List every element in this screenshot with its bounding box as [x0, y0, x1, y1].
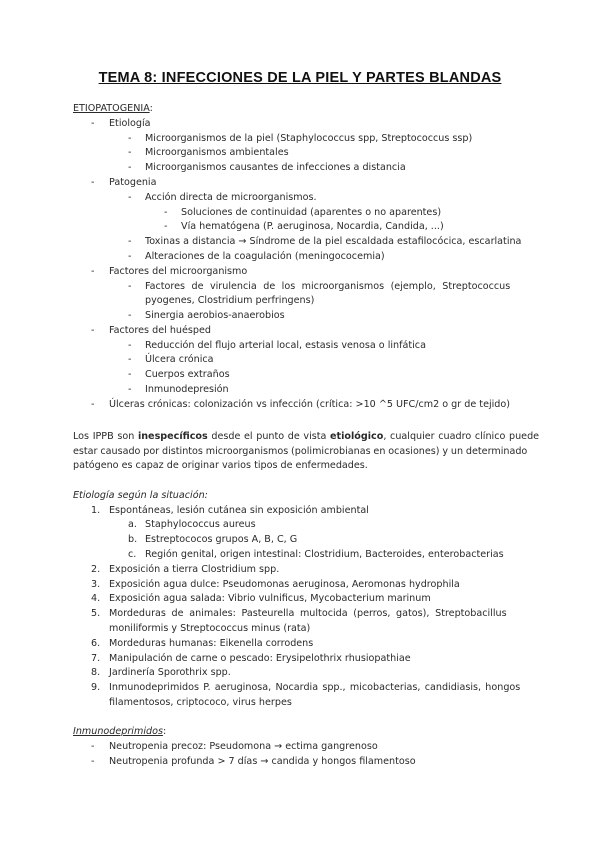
list-item: Soluciones de continuidad (aparentes o no aparentes): [181, 207, 442, 218]
list-item: Estreptococos grupos A, B, C, G: [145, 534, 298, 545]
inmunodeprimidos-heading-text: Inmunodeprimidos: [73, 726, 163, 737]
list-item: Staphylococcus aureus: [145, 519, 256, 530]
list-item: Microorganismos ambientales: [145, 147, 289, 158]
bullet-dash: -: [91, 177, 95, 188]
list-item: Mordeduras de animales: Pasteurella multocida (perros, gatos), Streptobacillus: [109, 608, 507, 619]
bullet-dash: -: [128, 354, 132, 365]
section-heading-inmunodeprimidos: [73, 725, 166, 738]
bullet-dash: -: [128, 281, 132, 292]
list-item: Exposición agua salada: Vibrio vulnificus, Mycobacterium marinum: [109, 593, 431, 604]
list-item-continuation: moniliformis y Streptococcus minus (rata): [109, 623, 311, 634]
page-title: TEMA 8: INFECCIONES DE LA PIEL Y PARTES BLANDAS: [98, 70, 502, 86]
list-item: Manipulación de carne o pescado: Erysipelothrix rhusiopathiae: [109, 653, 411, 664]
list-number: 9.: [91, 682, 101, 693]
bullet-dash: -: [128, 162, 132, 173]
bullet-dash: -: [91, 266, 95, 277]
paragraph-line: estar causado por distintos microorganismos (polimicrobianas en ocasiones) y un determinado: [73, 446, 528, 457]
list-item: Factores de virulencia de los microorganismos (ejemplo, Streptococcus: [145, 281, 511, 292]
list-number: 2.: [91, 564, 101, 575]
paragraph-text: desde el punto de vista: [207, 431, 331, 442]
list-item: Inmunodepresión: [145, 384, 229, 395]
list-item: Exposición agua dulce: Pseudomonas aeruginosa, Aeromonas hydrophila: [109, 579, 460, 590]
bullet-dash: -: [128, 384, 132, 395]
list-item: Alteraciones de la coagulación (meningococemia): [145, 251, 385, 262]
bullet-dash: -: [128, 251, 132, 262]
bullet-dash: -: [128, 236, 132, 247]
list-item-continuation: filamentosos, criptococo, virus herpes: [109, 697, 292, 708]
patogenia-label: Patogenia: [109, 177, 157, 188]
bullet-dash: -: [91, 399, 95, 410]
list-item: Inmunodeprimidos P. aeruginosa, Nocardia spp., micobacterias, candidiasis, hongos: [109, 682, 521, 693]
list-number: 4.: [91, 593, 101, 604]
list-number: 1.: [91, 505, 101, 516]
list-number: 6.: [91, 638, 101, 649]
bullet-dash: -: [128, 192, 132, 203]
bullet-dash: -: [128, 310, 132, 321]
bullet-dash: -: [91, 325, 95, 336]
bullet-dash: -: [91, 741, 95, 752]
bullet-dash: -: [91, 756, 95, 767]
list-item: Región genital, origen intestinal: Clostridium, Bacteroides, enterobacterias: [145, 549, 504, 560]
bullet-dash: -: [164, 207, 168, 218]
list-item: Vía hematógena (P. aeruginosa, Nocardia, Candida, ...): [181, 221, 444, 232]
etiologia-label: Etiología: [109, 118, 151, 129]
factores-huesped-label: Factores del huésped: [109, 325, 211, 336]
list-item: Exposición a tierra Clostridium spp.: [109, 564, 280, 575]
list-item: Cuerpos extraños: [145, 369, 230, 380]
list-letter: b.: [128, 534, 138, 545]
list-item: Neutropenia precoz: Pseudomona → ectima gangrenoso: [109, 741, 378, 752]
list-letter: a.: [128, 519, 137, 530]
emphasis-inespecificos: inespecíficos: [137, 431, 208, 442]
paragraph-text: , cualquier cuadro clínico puede: [383, 431, 540, 442]
list-item: Mordeduras humanas: Eikenella corrodens: [109, 638, 314, 649]
list-number: 7.: [91, 653, 101, 664]
list-item: Acción directa de microorganismos.: [145, 192, 317, 203]
section-heading-etiopatogenia: [73, 102, 153, 115]
list-item: Toxinas a distancia → Síndrome de la piel escaldada estafilocócica, escarlatina: [145, 236, 522, 247]
list-number: 8.: [91, 667, 101, 678]
list-number: 5.: [91, 608, 101, 619]
emphasis-etiologico: etiológico: [330, 431, 384, 442]
bullet-dash: -: [128, 147, 132, 158]
list-item: Reducción del flujo arterial local, estasis venosa o linfática: [145, 340, 426, 351]
factores-micro-label: Factores del microorganismo: [109, 266, 248, 277]
list-item: Jardinería Sporothrix spp.: [109, 667, 231, 678]
list-item-continuation: pyogenes, Clostridium perfringens): [145, 295, 315, 306]
bullet-dash: -: [128, 340, 132, 351]
list-item: Microorganismos de la piel (Staphylococcus spp, Streptococcus ssp): [145, 133, 473, 144]
list-item: Neutropenia profunda > 7 días → candida y hongos filamentoso: [109, 756, 416, 767]
list-item: Espontáneas, lesión cutánea sin exposición ambiental: [109, 505, 369, 516]
paragraph-line: patógeno es capaz de originar varios tipos de enfermedades.: [73, 460, 368, 471]
list-item: Microorganismos causantes de infecciones a distancia: [145, 162, 406, 173]
ulceras-item: Úlceras crónicas: colonización vs infección (crítica: >10 ^5 UFC/cm2 o gr de tejido): [109, 399, 511, 410]
bullet-dash: -: [164, 221, 168, 232]
bullet-dash: -: [128, 369, 132, 380]
section-heading-etiologia-situacion: Etiología según la situación:: [73, 490, 208, 501]
bullet-dash: -: [128, 133, 132, 144]
etiopatogenia-heading-colon: :: [149, 103, 153, 114]
list-item: Sinergia aerobios-anaerobios: [145, 310, 285, 321]
paragraph-line: [73, 430, 539, 443]
paragraph-text: Los IPPB son: [73, 431, 138, 442]
list-letter: c.: [128, 549, 137, 560]
etiopatogenia-heading-text: ETIOPATOGENIA: [73, 103, 150, 114]
inmunodeprimidos-heading-colon: :: [162, 726, 167, 737]
list-item: Úlcera crónica: [145, 354, 214, 365]
list-number: 3.: [91, 579, 101, 590]
bullet-dash: -: [91, 118, 95, 129]
